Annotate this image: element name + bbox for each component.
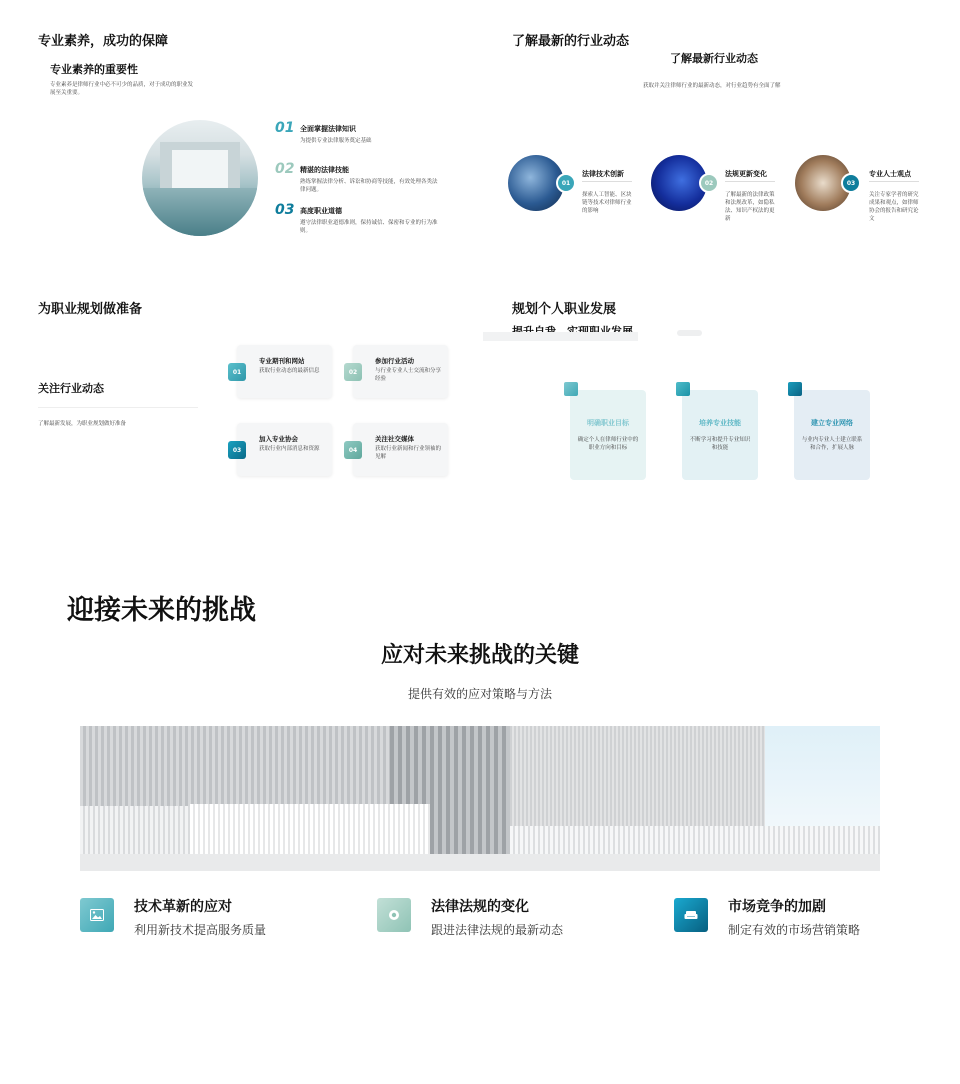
challenge-heading: 法律法规的变化	[431, 899, 529, 915]
slide5-subtitle: 应对未来挑战的关键	[380, 643, 579, 668]
challenge-heading: 技术革新的应对	[134, 899, 232, 915]
card-heading: 加入专业协会	[259, 435, 298, 443]
resource-card	[353, 423, 448, 476]
challenge-heading: 市场竞争的加剧	[728, 899, 826, 915]
resource-card	[237, 423, 332, 476]
card-heading: 参加行业活动	[375, 357, 414, 365]
slide1-subtitle: 专业素养的重要性	[50, 63, 138, 76]
card-number: 04	[344, 441, 362, 459]
slide1-description: 专业素养是律师行业中必不可少的品质，对于成功的职业发展至关重要。	[50, 82, 194, 96]
challenge-text: 制定有效的市场营销策略	[728, 923, 861, 937]
slide5-description: 提供有效的应对策略与方法	[407, 687, 552, 701]
item-text: 熟练掌握法律分析、诉讼和协商等技能，有效处理各类法律问题。	[300, 179, 438, 193]
challenge-text: 利用新技术提高服务质量	[134, 923, 267, 937]
card-heading: 关注社交媒体	[375, 435, 414, 443]
card-heading: 建立专业网络	[811, 419, 853, 427]
card-text: 获取行业新闻和行业领袖的见解	[375, 446, 442, 460]
divider	[869, 181, 919, 182]
card-heading: 法律技术创新	[582, 170, 624, 178]
trend-card	[795, 155, 930, 225]
card-heading: 法规更新变化	[725, 170, 767, 178]
decorative-bar	[677, 330, 702, 336]
card-heading: 明确职业目标	[587, 419, 629, 427]
slide2-subtitle: 了解最新行业动态	[670, 52, 758, 65]
card-number: 03	[841, 173, 861, 193]
card-marker	[788, 382, 802, 396]
plan-card	[682, 390, 758, 480]
challenge-text: 跟进法律法规的最新动态	[431, 923, 564, 937]
item-number: 02	[275, 161, 295, 177]
divider	[725, 181, 775, 182]
item-heading: 全面掌握法律知识	[300, 125, 356, 133]
slide3-description: 了解最新发展，为职业规划做好准备	[38, 421, 127, 427]
item-heading: 高度职业道德	[300, 207, 342, 215]
plan-card	[570, 390, 646, 480]
item-text: 遵守法律职业道德准则，保持诚信、保密和专业的行为准则。	[300, 220, 438, 234]
card-text: 了解最新的法律政策和法规改革，如隐私法、知识产权法的更新	[725, 192, 775, 222]
card-number: 02	[344, 363, 362, 381]
card-marker	[676, 382, 690, 396]
architecture-image	[142, 120, 258, 236]
plan-card	[794, 390, 870, 480]
card-heading: 专业期刊和网站	[259, 357, 305, 365]
card-number: 01	[228, 363, 246, 381]
card-text: 探索人工智能、区块链等技术对律师行业的影响	[582, 192, 632, 214]
card-text: 确定个人在律师行业中的职业方向和目标	[577, 437, 639, 451]
slide5-title: 迎接未来的挑战	[67, 595, 256, 626]
image-icon	[80, 898, 114, 932]
resource-card	[353, 345, 448, 398]
trend-card	[508, 155, 643, 225]
card-marker	[564, 382, 578, 396]
card-text: 关注专家学者的研究成果和观点，如律师协会的报告和研究论文	[869, 192, 919, 222]
card-heading: 专业人士观点	[869, 170, 911, 178]
building-banner-image	[80, 726, 880, 871]
card-number: 03	[228, 441, 246, 459]
location-icon	[377, 898, 411, 932]
divider	[582, 181, 632, 182]
card-text: 获取行业动态的最新信息	[259, 368, 320, 374]
sofa-icon	[674, 898, 708, 932]
item-text: 为提供专业法律服务奠定基础	[300, 138, 372, 144]
item-number: 03	[275, 202, 295, 218]
resource-card	[237, 345, 332, 398]
slide4-title: 规划个人职业发展	[512, 302, 617, 317]
slide1-title: 专业素养，成功的保障	[38, 34, 169, 49]
card-number: 01	[556, 173, 576, 193]
slide3-subtitle: 关注行业动态	[38, 382, 104, 395]
card-heading: 培养专业技能	[699, 419, 741, 427]
slide3-title: 为职业规划做准备	[38, 302, 143, 317]
slide2-title: 了解最新的行业动态	[512, 34, 630, 49]
trend-card	[651, 155, 786, 225]
item-heading: 精湛的法律技能	[300, 166, 349, 174]
slide2-description: 获取并关注律师行业的最新动态，对行业趋势有全面了解	[643, 83, 781, 89]
card-text: 不断学习和提升专业知识和技能	[689, 437, 751, 451]
decorative-bar	[483, 332, 638, 341]
divider	[38, 407, 198, 408]
card-text: 获取行业内部消息和资源	[259, 446, 320, 452]
card-text: 与行业专业人士交流和分享经验	[375, 368, 442, 382]
item-number: 01	[275, 120, 295, 136]
card-text: 与业内专业人士建立联系和合作，扩展人脉	[801, 437, 863, 451]
card-number: 02	[699, 173, 719, 193]
